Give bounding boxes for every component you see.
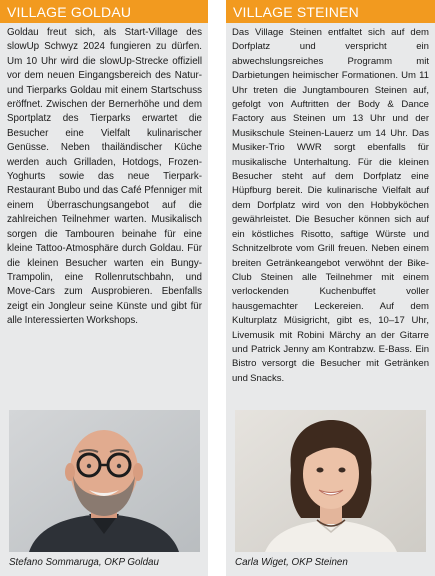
article-village-steinen	[226, 0, 435, 576]
article-text-steinen: Das Village Steinen entfaltet sich auf dem Dorfplatz und verspricht ein abwechslungsreiches Programm mit Darbietungen heimischer Formationen. Um 11 Uhr treten die Jungtambouren Steinen auf, gefolgt von Auftritten der Body & Dance Factory aus Steinen um 13 Uhr und der Musikschule Steinen-Lauerz um 14 Uhr. Das Musiker-Trio WWR sorgt ebenfalls für musikalische Unterhaltung. Für die kleinen Besucher steht auf dem Dorfplatz eine Hüpfburg bereit. Die kulinarische Vielfalt auf dem Dorfplatz wird von den Hobbyköchen gewährleistet. Die Besucher können sich auf ein köstliches Risotto, saftige Würste und Schnitzelbrote vom Grill freuen. Neben einem breiten Getränkeangebot verwöhnt der Bike-Club Steinen alle Teilnehmer mit einem verlockenden Kuchenbuffet voller hausgemachter Leckereien. Auf dem Kulturplatz Müsigricht, gibt es, 10–17 Uhr, Livemusik mit Robini Märchy an der Gitarre und Patrick Jenny am Kontrabzw. E-Bass. Ein Bistro versorgt die Besucher mit Getränken und Snacks.	[232, 27, 429, 384]
article-text-goldau: Goldau freut sich, als Start-Village des slowUp Schwyz 2024 fungieren zu dürfen. Um 10 Uhr wird die slowUp-Strecke offiziell vor dem neuen Eingangsbereich des Natur- und Tierparks Goldau mit einem Startschuss eröffnet. Zwischen der Bernerhöhe und dem Sportplatz des Tierparks erwartet die Besucher eine Vielfalt kulinarischer Genüsse. Neben thailändischer Küche werden auch Grilladen, Hotdogs, Frozen-Yoghurts sowie das neue Tierpark-Restaurant Bubo und das Café Pfenniger mit einem Überraschungsangebot auf die zahlreichen Teilnehmer warten. Musikalisch sorgen die Tambouren beinahe für eine kleine Tattoo-Atmosphäre durch Goldau. Für die kleinen Besucher warten ein Bungy-Trampolin, eine Rollenrutschbahn, und Move-Cars zum Ausprobieren. Ebenfalls zeigt ein Jongleur seine Künste und gibt für alle Interessierten Workshops.	[7, 27, 202, 327]
section-heading-steinen: VILLAGE STEINEN	[226, 0, 435, 23]
photo-caption-steinen: Carla Wiget, OKP Steinen	[235, 557, 348, 568]
portrait-photo-steinen	[235, 410, 426, 552]
section-heading-goldau: VILLAGE GOLDAU	[0, 0, 208, 23]
portrait-photo-goldau	[9, 410, 200, 552]
portrait-woman-image	[235, 410, 426, 552]
photo-caption-goldau: Stefano Sommaruga, OKP Goldau	[9, 557, 159, 568]
portrait-man-image	[9, 410, 200, 552]
article-village-goldau	[0, 0, 208, 576]
